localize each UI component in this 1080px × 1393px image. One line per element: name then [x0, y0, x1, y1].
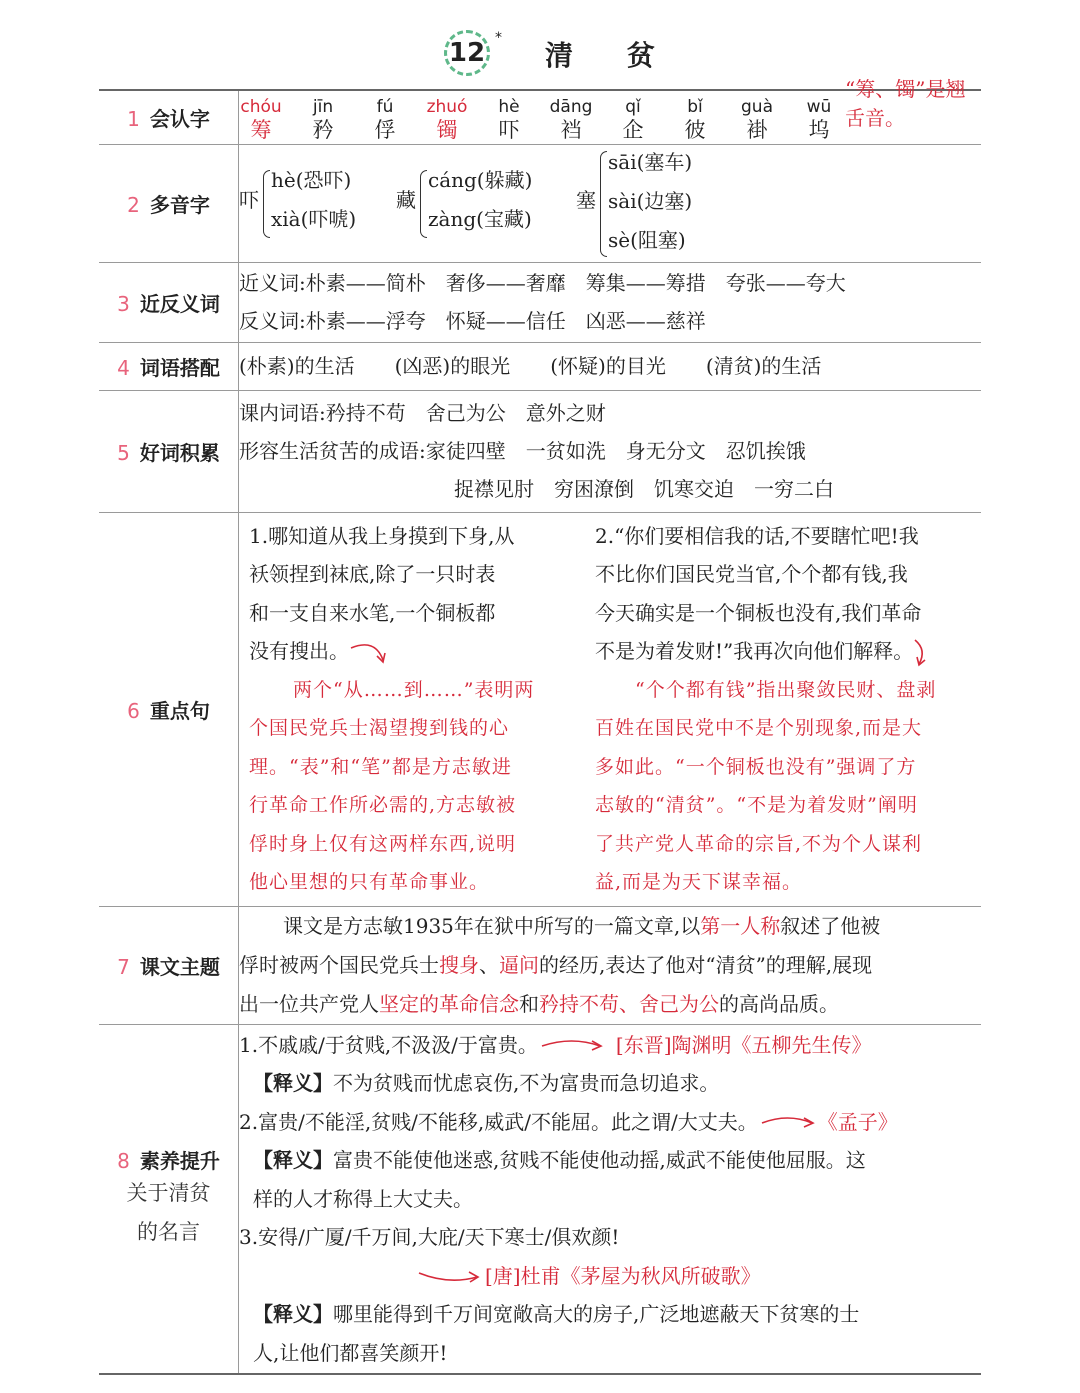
- synonyms-line: 近义词:朴素——简朴 奢侈——奢靡 筹集——筹措 夸张——夸大: [239, 271, 846, 295]
- lesson-title: 清 贫: [545, 39, 677, 72]
- quote-explanation: 【释义】富贵不能使他迷惑,贫贱不能使他动摇,威武不能使他屈服。这: [253, 1148, 866, 1172]
- row-chars: [99, 90, 981, 144]
- lesson-number: 12: [448, 38, 486, 68]
- row-content: [239, 512, 982, 906]
- sentence-line: 不是为着发财!”我再次向他们解释。: [595, 632, 979, 671]
- pinyin: fú: [376, 97, 394, 118]
- study-table: [99, 77, 981, 1375]
- pinyin: wū: [806, 97, 832, 118]
- row-label: 7 课文主题: [99, 906, 239, 1024]
- row-key-sentences: [99, 512, 981, 906]
- antonyms-line: 反义词:朴素——浮夸 怀疑——信任 凶恶——慈祥: [239, 309, 706, 333]
- polyphone-reading: zàng(宝藏): [428, 206, 532, 231]
- explanation-line: 俘时身上仅有这两样东西,说明: [249, 832, 517, 855]
- explanation-line: 志敏的“清贫”。“不是为着发财”阐明: [595, 794, 918, 816]
- explanation-line: 个国民党兵士渴望搜到钱的心: [249, 717, 510, 739]
- pinyin: jīn: [312, 97, 334, 118]
- brace: [600, 151, 607, 257]
- char-item: [735, 97, 779, 143]
- sentence-line: 今天确实是一个铜板也没有,我们革命: [595, 600, 922, 625]
- polyphone-reading: sài(边塞): [608, 188, 693, 213]
- pinyin: guà: [741, 97, 773, 118]
- curved-arrow-icon: [349, 640, 389, 666]
- char-item: [363, 97, 407, 143]
- row-label: 5 好词积累: [99, 390, 239, 512]
- polyphone-char: 塞: [576, 187, 596, 212]
- explanation-line: “个个都有钱”指出聚敛民财、盘剥: [635, 678, 937, 701]
- polyphone-char: 藏: [396, 187, 416, 212]
- theme-text: 课文是方志敏1935年在狱中所写的一篇文章,以第一人称叙述了他被 俘时被两个国民党兵士搜身、逼问的经历,表达了他对“清贫”的理解,展现 出一位共产党人坚定的革命信念和矜持不苟、舍己为公的高尚品质。: [239, 906, 982, 1024]
- sentence-line: 袄领捏到袜底,除了一只时表: [249, 562, 496, 586]
- pinyin: hè: [498, 97, 520, 118]
- char-item: [611, 97, 655, 143]
- pinyin: dāng: [549, 97, 593, 118]
- polyphone-reading: xià(吓唬): [271, 206, 357, 231]
- sentence-line: 不比你们国民党当官,个个都有钱,我: [595, 562, 908, 586]
- pinyin: bǐ: [687, 97, 703, 118]
- arrow-icon: [415, 1269, 485, 1285]
- hanzi: 彼: [684, 118, 706, 143]
- hanzi: 坞: [808, 118, 830, 143]
- lesson-star: *: [495, 30, 502, 46]
- hanzi: 裆: [560, 118, 582, 143]
- collocation-line: (朴素)的生活 (凶恶)的眼光 (怀疑)的目光 (清贫)的生活: [239, 354, 822, 378]
- row-content: [239, 77, 982, 144]
- pinyin: qǐ: [625, 97, 641, 118]
- explanation-line: 理。“表”和“笔”都是方志敏进: [249, 755, 512, 778]
- row-label: 6 重点句: [99, 512, 239, 906]
- quote-source-line: [唐]杜甫《茅屋为秋风所破歌》: [239, 1257, 981, 1296]
- char-item: [673, 97, 717, 143]
- row-polyphones: [99, 144, 981, 262]
- quote-line: 2.富贵/不能淫,贫贱/不能移,威武/不能屈。此之谓/大丈夫。 《孟子》: [239, 1109, 898, 1134]
- explanation-line: 多如此。“一个铜板也没有”强调了方: [595, 755, 917, 778]
- row-collocation: [99, 342, 981, 390]
- arrow-icon: [758, 1115, 818, 1131]
- hanzi: 企: [622, 118, 644, 143]
- words-line: 形容生活贫苦的成语:家徒四壁 一贫如洗 身无分文 忍饥挨饿: [239, 439, 806, 463]
- explanation-line: 两个“从……到……”表明两: [293, 678, 535, 701]
- lesson-number-badge: [444, 30, 490, 76]
- explanation-line: 行革命工作所必需的,方志敏被: [249, 794, 517, 816]
- hanzi: 矜: [312, 118, 334, 143]
- char-item: [301, 97, 345, 143]
- row-content: [239, 390, 982, 512]
- char-item: [797, 97, 841, 143]
- key-sentence-left: [249, 517, 595, 902]
- quote-explanation: 【释义】不为贫贱而忧虑哀伤,不为富贵而急切追求。: [253, 1071, 720, 1095]
- arrow-icon: [538, 1038, 608, 1054]
- polyphone-reading: sè(阻塞): [608, 227, 686, 252]
- hanzi: 镯: [436, 118, 458, 143]
- pinyin: zhuó: [426, 97, 468, 118]
- label-sub: 的名言: [137, 1220, 200, 1245]
- explanation-line: 益,而是为天下谋幸福。: [595, 871, 803, 893]
- hanzi: 吓: [498, 118, 520, 143]
- quote-line: 1.不戚戚/于贫贱,不汲汲/于富贵。 [东晋]陶渊明《五柳先生传》: [239, 1032, 872, 1057]
- row-label: 4 词语搭配: [99, 342, 239, 390]
- row-words: [99, 390, 981, 512]
- char-item: [487, 97, 531, 143]
- words-line: 捉襟见肘 穷困潦倒 饥寒交迫 一穷二白: [454, 477, 834, 501]
- row-content: [239, 262, 982, 342]
- brace: [420, 170, 427, 238]
- quote-line: 3.安得/广厦/千万间,大庇/天下寒士/俱欢颜!: [239, 1225, 620, 1249]
- row-label: 8 素养提升 关于清贫 的名言: [99, 1024, 239, 1374]
- sentence-line: 2.“你们要相信我的话,不要瞎忙吧!我: [595, 523, 919, 548]
- pinyin: chóu: [240, 97, 282, 118]
- explanation-line: 了共产党人革命的宗旨,不为个人谋利: [595, 832, 923, 855]
- quote-explanation: 人,让他们都喜笑颜开!: [253, 1340, 448, 1365]
- row-label: 3 近反义词: [99, 262, 239, 342]
- label-sub: 关于清贫: [126, 1181, 211, 1206]
- hanzi: 俘: [374, 118, 396, 143]
- sentence-line: 没有搜出。: [249, 632, 595, 671]
- explanation-line: 他心里想的只有革命事业。: [249, 871, 490, 893]
- row-content: [239, 144, 982, 262]
- row-quotes: [99, 1024, 981, 1374]
- polyphone-reading: cáng(躲藏): [428, 167, 533, 192]
- sentence-line: 和一支自来水笔,一个铜板都: [249, 600, 496, 625]
- key-sentence-right: [595, 517, 979, 902]
- row-content: [239, 342, 982, 390]
- row-theme: [99, 906, 981, 1024]
- quote-explanation: 样的人才称得上大丈夫。: [253, 1186, 473, 1211]
- char-item: [239, 97, 283, 143]
- row-label: 1 会认字: [99, 90, 239, 144]
- curved-arrow-icon: [913, 638, 929, 668]
- chars-list: [239, 77, 981, 143]
- hanzi: 筹: [250, 118, 272, 143]
- quotes-content: [239, 1024, 982, 1374]
- char-item: [549, 97, 593, 143]
- explanation-line: 百姓在国民党中不是个别现象,而是大: [595, 717, 923, 739]
- hanzi: 褂: [746, 118, 768, 143]
- sentence-line: 1.哪知道从我上身摸到下身,从: [249, 523, 515, 548]
- brace: [263, 170, 270, 238]
- row-label: 2 多音字: [99, 144, 239, 262]
- polyphone-reading: hè(恐吓): [271, 167, 352, 192]
- row-synonyms: [99, 262, 981, 342]
- chars-note: “筹、镯”是翘舌音。: [845, 77, 966, 131]
- quote-explanation: 【释义】哪里能得到千万间宽敞高大的房子,广泛地遮蔽天下贫寒的士: [253, 1302, 860, 1326]
- words-line: 课内词语:矜持不苟 舍己为公 意外之财: [239, 401, 606, 425]
- char-item: [425, 97, 469, 143]
- polyphone-char: 吓: [239, 187, 259, 212]
- polyphone-reading: sāi(塞车): [608, 149, 693, 174]
